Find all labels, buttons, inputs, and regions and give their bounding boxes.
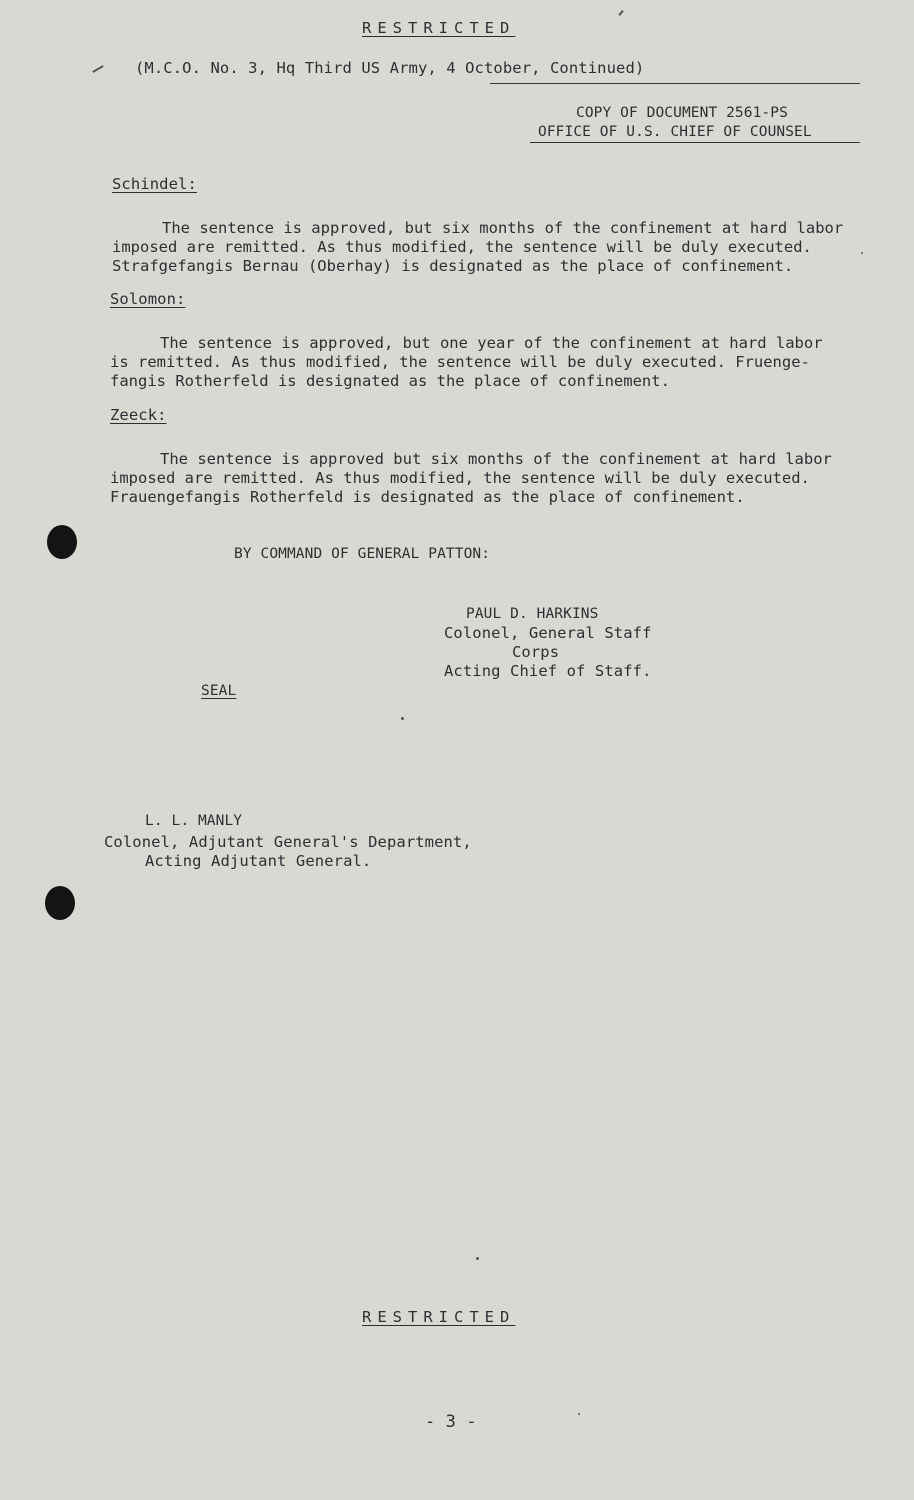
paper-speck <box>578 1413 580 1415</box>
punch-hole-bottom <box>45 886 75 920</box>
signatory-acting-title: Acting Chief of Staff. <box>444 662 652 680</box>
seal-label: SEAL <box>201 683 237 699</box>
page-number: - 3 - <box>425 1412 477 1432</box>
section-heading-zeeck: Zeeck: <box>110 406 167 424</box>
body-line: is remitted. As thus modified, the sentence will be duly executed. Fruenge- <box>110 353 810 371</box>
section-body-schindel <box>112 219 843 276</box>
paper-speck <box>476 1257 479 1260</box>
pencil-mark <box>92 65 103 73</box>
section-body-solomon <box>110 334 823 391</box>
signatory-corps: Corps <box>512 643 560 661</box>
body-line: The sentence is approved, but six months of the confinement at hard labor <box>162 219 844 237</box>
classification-footer: RESTRICTED <box>362 1308 516 1326</box>
classification-header: RESTRICTED <box>362 19 516 37</box>
body-line: imposed are remitted. As thus modified, the sentence will be duly executed. <box>112 238 812 256</box>
continuation-rule <box>490 83 860 84</box>
paper-speck <box>401 717 404 720</box>
continuation-line: (M.C.O. No. 3, Hq Third US Army, 4 October, Continued) <box>135 59 645 77</box>
signatory-title: Colonel, General Staff <box>444 624 652 642</box>
body-line: fangis Rotherfeld is designated as the place of confinement. <box>110 372 670 390</box>
section-heading-solomon: Solomon: <box>110 290 186 308</box>
adjutant-name: L. L. MANLY <box>145 813 243 829</box>
office-line: OFFICE OF U.S. CHIEF OF COUNSEL <box>538 124 812 140</box>
signatory-name: PAUL D. HARKINS <box>466 606 599 622</box>
body-line: Strafgefangis Bernau (Oberhay) is designated as the place of confinement. <box>112 257 794 275</box>
section-body-zeeck <box>110 450 832 507</box>
punch-hole-top <box>47 525 77 559</box>
command-line: BY COMMAND OF GENERAL PATTON: <box>234 546 491 562</box>
pencil-mark <box>618 10 623 16</box>
copy-document-line: COPY OF DOCUMENT 2561-PS <box>576 105 788 121</box>
body-line: The sentence is approved, but one year of the confinement at hard labor <box>160 334 823 352</box>
adjutant-title: Colonel, Adjutant General's Department, <box>104 833 472 851</box>
paper-speck <box>861 252 863 254</box>
adjutant-acting-title: Acting Adjutant General. <box>145 852 372 870</box>
body-line: Frauengefangis Rotherfeld is designated as the place of confinement. <box>110 488 745 506</box>
body-line: imposed are remitted. As thus modified, the sentence will be duly executed. <box>110 469 810 487</box>
body-line: The sentence is approved but six months of the confinement at hard labor <box>160 450 832 468</box>
office-rule <box>530 142 860 143</box>
section-heading-schindel: Schindel: <box>112 175 197 193</box>
